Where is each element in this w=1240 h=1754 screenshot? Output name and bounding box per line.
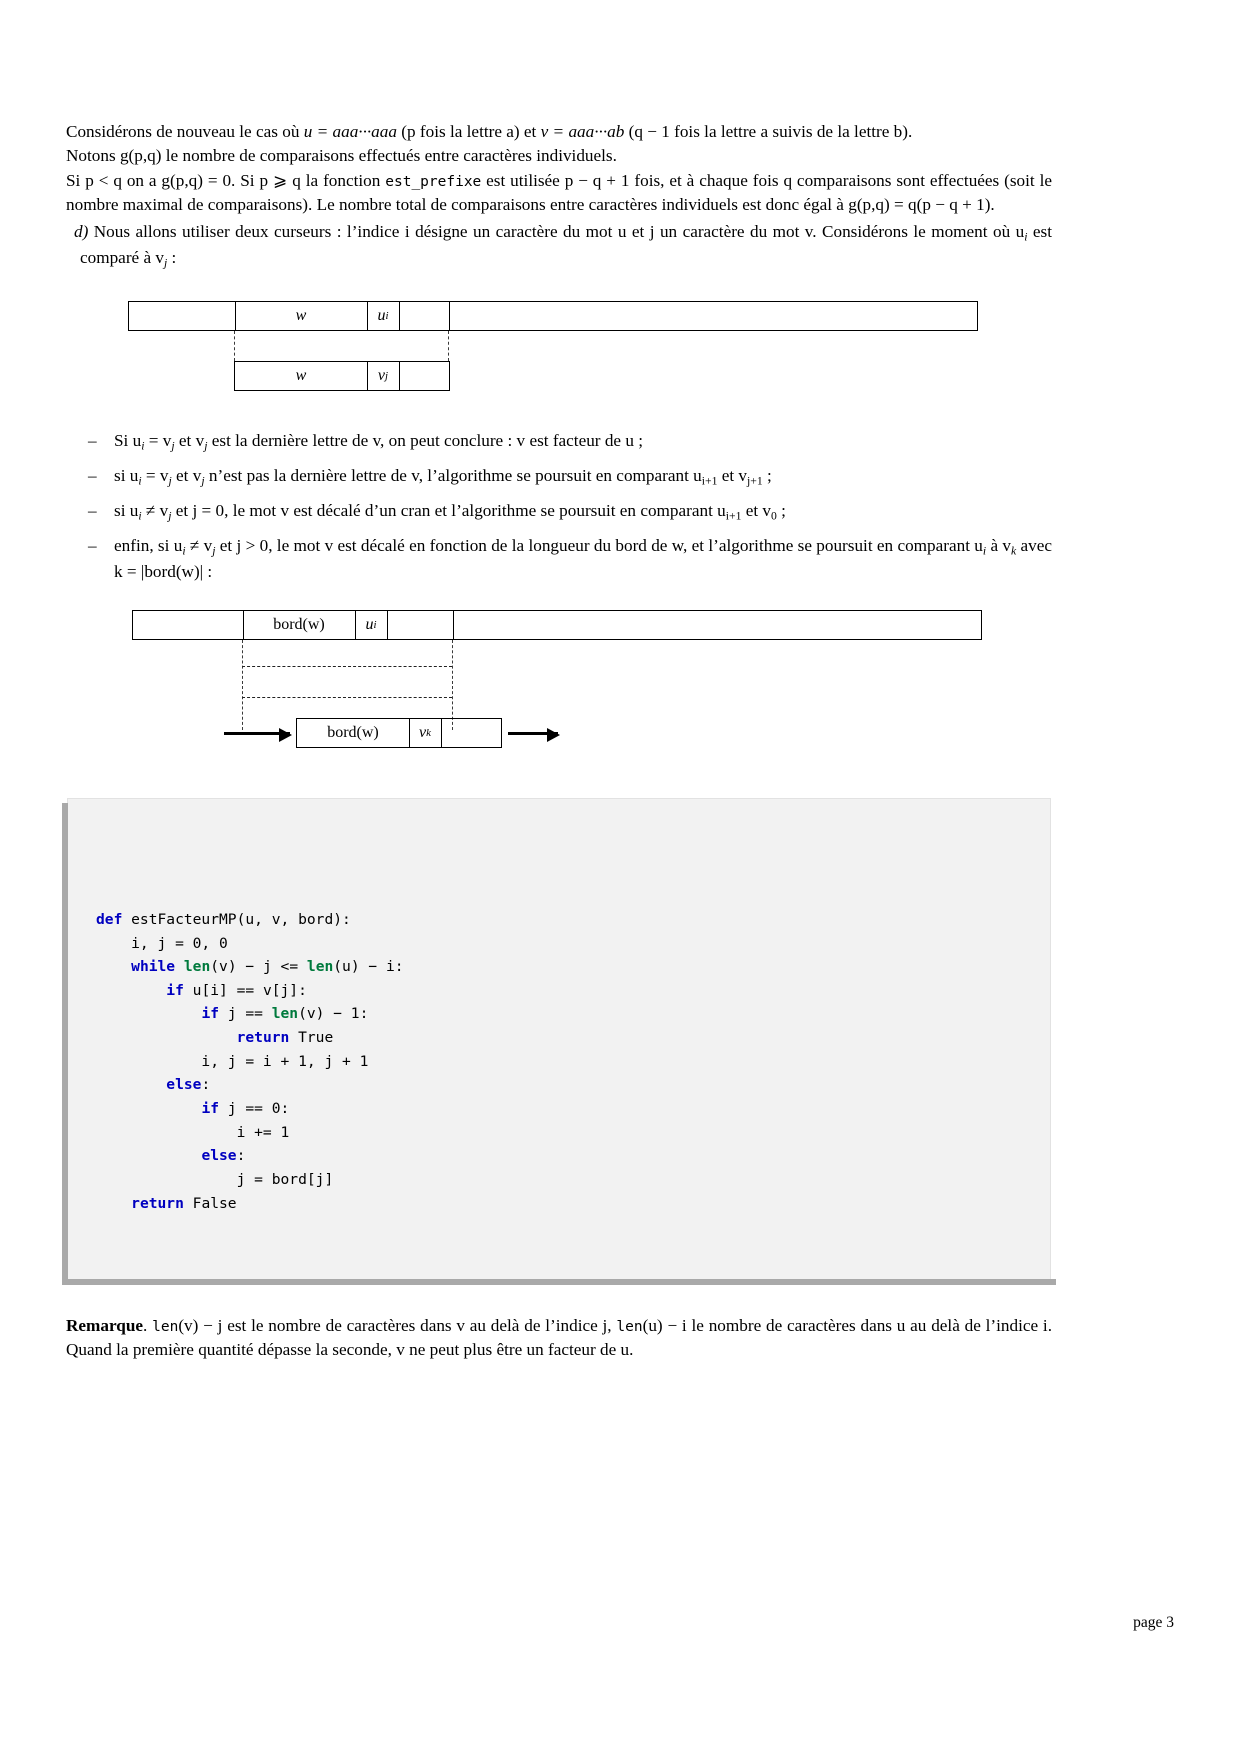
paragraph-1	[66, 120, 1052, 169]
list-item	[88, 464, 1052, 490]
code-keyword: if	[201, 1100, 220, 1118]
b2-s4: et v	[171, 466, 202, 486]
code-builtin: len	[271, 1005, 299, 1023]
b4-s4: et j > 0, le mot v est décalé en fonction de la longueur du bord de w, et l’algorithme se poursuit en comparant u	[215, 536, 983, 556]
code-keyword: return	[236, 1029, 290, 1047]
b2-s5: j	[201, 474, 205, 488]
b2-s6: n’est pas la dernière lettre de v, l’algorithme se poursuit en comparant u	[204, 466, 702, 486]
p1-seg-mid1: (p fois la lettre a) et	[396, 122, 541, 141]
code-line	[96, 1097, 1050, 1121]
code-keyword: else	[166, 1076, 202, 1094]
remark-paragraph	[66, 1314, 1052, 1363]
p3-sub-i: i	[1024, 229, 1028, 243]
b1-s2: = v	[144, 431, 172, 451]
shift-arrow-left	[224, 732, 290, 735]
code-text: False	[183, 1194, 237, 1212]
remark-seg2: (v) − j est le nombre de caractères dans v au delà de l’indice j,	[178, 1315, 617, 1335]
code-text	[96, 1147, 201, 1164]
diagram1-labelv-v: v	[377, 367, 386, 385]
code-text: i, j = i + 1, j + 1	[96, 1052, 369, 1070]
remark-label: Remarque	[66, 1315, 144, 1335]
p1-seg-a: Considérons de nouveau le cas où	[66, 122, 304, 141]
b3-s7: 0	[771, 509, 777, 523]
code-text: i, j = 0, 0	[96, 934, 228, 952]
diagram2-labelv-bordw: bord(w)	[327, 724, 379, 742]
diagram1-cell-w	[235, 302, 367, 330]
diagram1v-divider-2	[399, 362, 400, 390]
b1-s6: est la dernière lettre de v, on peut conclure : v est facteur de u ;	[207, 431, 644, 451]
bullet-dash: –	[88, 466, 97, 486]
condition-list	[66, 429, 1052, 584]
code-text: (v) − 1:	[298, 1005, 369, 1023]
bullet-dash: –	[88, 536, 97, 556]
b4-s2: ≠ v	[185, 536, 213, 556]
diagram2-cell-ui	[355, 611, 387, 639]
diagram1-cellv-vj	[367, 362, 399, 390]
paragraph-3-item-d	[66, 220, 1052, 272]
code-keyword: else	[201, 1147, 237, 1165]
code-line	[96, 932, 1050, 956]
code-line	[96, 1050, 1050, 1074]
code-line	[96, 1002, 1050, 1026]
code-builtin: len	[306, 958, 334, 976]
diagram2-label-bordw: bord(w)	[273, 616, 325, 634]
paragraph-2	[66, 169, 1052, 218]
b4-s7: k	[1011, 544, 1017, 558]
code-line	[96, 979, 1050, 1003]
code-builtin: len	[183, 958, 211, 976]
b3-s6: et v	[741, 501, 772, 521]
diagram1-sub-i: i	[385, 310, 389, 323]
code-text	[96, 1076, 166, 1093]
p2-seg-a: Si p < q on a g(p,q) = 0. Si p ⩾ q la fonction	[66, 170, 386, 190]
diagram2-divider-3	[387, 611, 388, 639]
b2-s1: i	[138, 474, 142, 488]
b1-s1: i	[141, 439, 145, 453]
b2-s10: ;	[762, 466, 772, 486]
b2-s3: j	[168, 474, 172, 488]
b4-s5: i	[982, 544, 987, 558]
b1-s0: Si u	[114, 431, 142, 451]
bullet-dash: –	[88, 501, 97, 521]
code-lines	[96, 908, 1050, 1215]
b1-s3: j	[171, 439, 175, 453]
diagram1-row-v	[234, 361, 450, 391]
p3-seg-c: :	[167, 247, 177, 267]
code-text: j == 0:	[219, 1100, 290, 1118]
code-text	[96, 1029, 237, 1046]
diagram2-label-u: u	[365, 616, 374, 634]
code-text	[175, 958, 184, 975]
b2-s7: i+1	[701, 474, 718, 488]
code-text: u[i] == v[j]:	[183, 981, 307, 999]
diagram2-divider-4	[453, 611, 454, 639]
code-shadow-left	[62, 803, 68, 1284]
b3-s1: i	[138, 509, 142, 523]
code-block	[67, 798, 1051, 1279]
b2-s0: si u	[114, 466, 139, 486]
code-text	[96, 958, 131, 975]
diagram2-dashed-span	[242, 666, 452, 698]
b4-s8: avec k = |bord(w)| :	[114, 536, 1052, 581]
b4-s1: i	[182, 544, 186, 558]
diagram1-divider-3	[399, 302, 400, 330]
diagram2-cell-bord	[243, 611, 355, 639]
list-item	[88, 499, 1052, 525]
p3-seg-a: Nous allons utiliser deux curseurs : l’indice i désigne un caractère du mot u et j un caractère du mot v. Considérons le moment où u	[88, 221, 1025, 241]
diagram1-cellv-w	[235, 362, 367, 390]
page-number: page 3	[1133, 1614, 1174, 1631]
code-text: i += 1	[96, 1123, 290, 1141]
p2-seg-b: est utilisée p − q + 1 fois, et à chaque fois q comparaisons sont effectuées (soit le nombre maximal de comparaisons). Le nombre total de comparaisons entre caractères individuels est donc égal à g(p,q) = q(p − q + 1).	[66, 170, 1052, 215]
code-text: j = bord[j]	[96, 1170, 334, 1188]
code-line	[96, 955, 1050, 979]
p1-eq-v: v = aaa···ab	[540, 122, 625, 141]
bullet-dash: –	[88, 431, 97, 451]
diagram2-row-v	[296, 718, 502, 748]
code-line	[96, 1026, 1050, 1050]
code-text: True	[289, 1029, 334, 1047]
b2-s2: = v	[141, 466, 169, 486]
diagram2-row-u	[132, 610, 982, 640]
b1-s5: j	[204, 439, 208, 453]
inline-code-est-prefixe: est_prefixe	[385, 173, 482, 190]
b4-s6: à v	[986, 536, 1012, 556]
diagram1-row-u	[128, 301, 978, 331]
diagram1-labelv-w: w	[295, 367, 307, 385]
list-item	[88, 534, 1052, 584]
item-label-d: d)	[74, 221, 89, 241]
b3-s5: i+1	[725, 509, 742, 523]
diagram2-guide-right	[452, 640, 453, 730]
diagram1-guide-left	[234, 331, 235, 361]
diagram1-sub-j: j	[385, 370, 389, 383]
code-text: :	[201, 1076, 211, 1094]
document-content	[66, 120, 1052, 1380]
code-text: :	[236, 1147, 246, 1165]
code-keyword: if	[166, 981, 184, 999]
code-line	[96, 1192, 1050, 1216]
inline-code-len-1: len	[152, 1318, 179, 1335]
b3-s8: ;	[776, 501, 786, 521]
remark-seg1: .	[143, 1315, 153, 1335]
code-text: estFacteurMP(u, v, bord):	[122, 910, 351, 928]
code-line	[96, 1168, 1050, 1192]
b4-s0: enfin, si u	[114, 536, 183, 556]
code-shadow-bottom	[62, 1279, 1056, 1285]
b4-s3: j	[212, 544, 216, 558]
code-text: (v) − j <=	[210, 958, 307, 976]
code-line	[96, 1121, 1050, 1145]
b2-s9: j+1	[747, 474, 763, 488]
code-text	[96, 982, 166, 999]
remark-seg3: (u) − i le nombre de caractères dans u au delà de l’indice i. Quand la première quantité dépasse la seconde, v ne peut plus être un facteur de u.	[66, 1315, 1052, 1359]
code-line	[96, 1144, 1050, 1168]
code-keyword: if	[201, 1005, 220, 1023]
code-line	[96, 1073, 1050, 1097]
diagram1-guide-right	[448, 331, 449, 361]
p1-eq-u: u = aaa···aaa	[303, 122, 397, 141]
b3-s0: si u	[114, 501, 139, 521]
comparison-diagram	[66, 293, 1052, 403]
diagram2v-divider-2	[441, 719, 442, 747]
b3-s4: et j = 0, le mot v est décalé d’un cran et l’algorithme se poursuit en comparant u	[171, 501, 726, 521]
p3-sub-j: j	[163, 255, 168, 269]
diagram2-cellv-bord	[297, 719, 409, 747]
diagram1-cell-ui	[367, 302, 399, 330]
diagram2-sub-i: i	[373, 619, 377, 632]
b3-s3: j	[168, 509, 172, 523]
diagram1-label-u: u	[377, 307, 386, 325]
diagram2-sub-k: k	[426, 727, 431, 740]
code-block-wrapper	[67, 798, 1051, 1279]
code-text: (u) − i:	[333, 958, 404, 976]
code-keyword: def	[96, 910, 123, 928]
code-keyword: while	[131, 958, 176, 976]
diagram2-cellv-vk	[409, 719, 441, 747]
p1-line2: Notons g(p,q) le nombre de comparaisons effectués entre caractères individuels.	[66, 146, 617, 166]
p1-seg-mid2: (q − 1 fois la lettre a suivis de la lettre b).	[624, 122, 913, 141]
code-text	[96, 1100, 201, 1117]
diagram1-divider-4	[449, 302, 450, 330]
b1-s4: et v	[174, 431, 205, 451]
p3-seg-b: est comparé à v	[80, 221, 1052, 267]
diagram2-labelv-v: v	[419, 724, 427, 742]
diagram1-label-w: w	[295, 307, 307, 325]
code-text	[96, 1005, 201, 1022]
code-text	[96, 1195, 131, 1212]
b3-s2: ≠ v	[141, 501, 169, 521]
code-keyword: return	[131, 1194, 184, 1212]
shift-arrow-right	[508, 732, 558, 735]
list-item	[88, 429, 1052, 455]
shift-diagram	[66, 604, 1052, 774]
inline-code-len-2: len	[616, 1318, 643, 1335]
code-text: j ==	[219, 1005, 272, 1023]
b2-s8: et v	[717, 466, 748, 486]
code-line	[96, 908, 1050, 932]
